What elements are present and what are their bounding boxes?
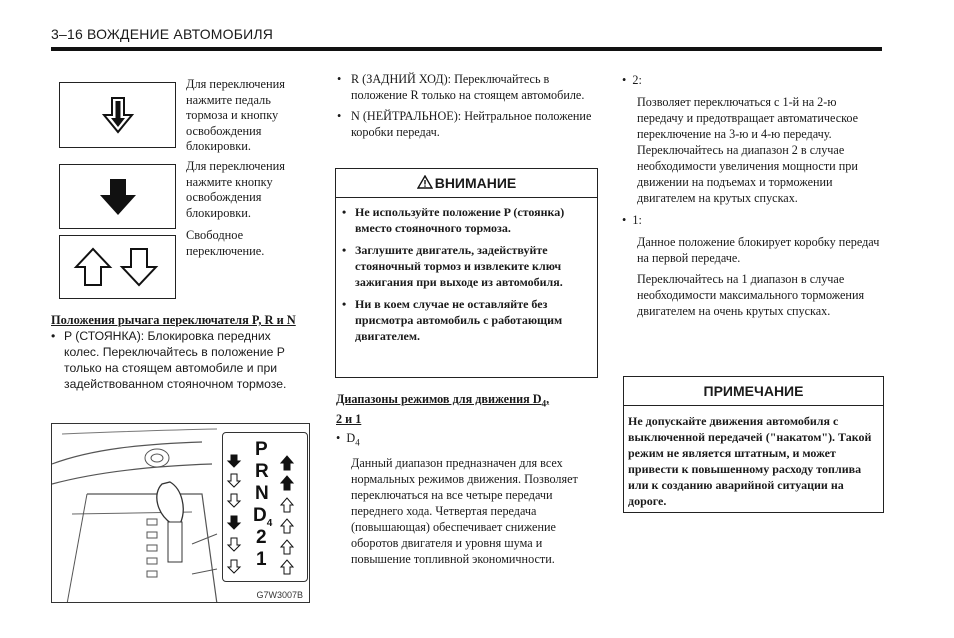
page-header-title: 3–16 ВОЖДЕНИЕ АВТОМОБИЛЯ (51, 26, 274, 42)
gear-p: P (255, 439, 268, 460)
gear-1: 1 (256, 549, 267, 570)
range-1-label: • 1: (622, 213, 642, 227)
legend-text-2: Для переключения нажмите кнопку освобождения блокировки. (186, 159, 285, 220)
positions-section (51, 312, 309, 392)
header-rule (51, 47, 882, 51)
warning-item: • Не используйте положение P (стоянка) вместо стояночного тормоза. (342, 204, 591, 236)
range-1-text-1: Данное положение блокирует коробку передач на первой передаче. (637, 235, 880, 265)
gear-r: R (255, 461, 269, 482)
gear-d: $D_4$ (253, 505, 273, 529)
warning-item: • Заглушите двигатель, задействуйте стояночный тормоз и извлеките ключ зажигания при выходе из автомобиля. (342, 242, 591, 290)
warning-box (335, 168, 598, 378)
range-2-text: Позволяет переключаться с 1-й на 2-ю передачу и предотвращает автоматическое переключение на 3-ю и 4-ю передачу. Переключайтесь на диапазон 2 в случае необходимости увеличения мощности при движении на подъемах и торможении двигателем на крутых спусках. (637, 95, 859, 205)
range-d4-label: • $D_4$ (336, 431, 360, 448)
legend-icon-box-1 (59, 82, 176, 148)
positions-item-p: • P (СТОЯНКА): Блокировка передних колес. Переключайтесь в положение P только на стоящем автомобиле и при задействованном стояночном тормозе. (51, 328, 309, 392)
legend-text-1: Для переключения нажмите педаль тормоза и кнопку освобождения блокировки. (186, 77, 285, 154)
note-text: Не допускайте движения автомобиля с выключенной передачей ("накатом"). Такой режим не является штатным, и может привести к повышенному расходу топлива или к созданию аварийной ситуации на дороге. (628, 414, 872, 508)
legend-text-3: Свободное переключение. (186, 228, 265, 258)
col3-section (622, 72, 884, 319)
note-header: ПРИМЕЧАНИЕ (624, 377, 883, 406)
gear-2: 2 (256, 527, 267, 548)
up-down-outline-arrows-icon (68, 245, 168, 289)
range-d4-text: Данный диапазон предназначен для всех нормальных режимов движения. Позволяет переключаться на все четыре передачи переднего хода. Четвертая передача (повышающая) обеспечивает снижение оборотов двигателя и уровня шума и повышение топливной экономичности. (351, 455, 578, 566)
ranges-section (336, 391, 598, 567)
range-2-label: • 2: (622, 73, 642, 87)
warning-list (336, 198, 597, 344)
gear-indicator-panel (222, 432, 308, 582)
warning-item: • Ни в коем случае не оставляйте без присмотра автомобиль с работающим двигателем. (342, 296, 591, 344)
col2-list (335, 72, 597, 140)
legend-icon-box-2 (59, 164, 176, 229)
ranges-heading: Диапазоны режимов для движения $D_4$, 2 и 1 (336, 392, 550, 427)
positions-heading: Положения рычага переключателя P, R и N (51, 313, 296, 327)
col2-item-r: • R (ЗАДНИЙ ХОД): Переключайтесь в положение R только на стоящем автомобиле. (337, 72, 597, 103)
gear-n: N (255, 483, 269, 504)
illustration-code: G7W3007B (256, 590, 303, 600)
range-1-text-2: Переключайтесь на 1 диапазон в случае необходимости максимального торможения двигателем на очень крутых спусках. (637, 272, 865, 318)
warning-triangle-icon (417, 175, 433, 189)
gear-arrows-icon (223, 433, 307, 581)
legend-icon-box-3 (59, 235, 176, 299)
note-box (623, 376, 884, 513)
warning-title: ВНИМАНИЕ (434, 175, 517, 191)
positions-list (51, 328, 309, 392)
solid-down-arrow-icon (96, 177, 140, 217)
col2-item-n: • N (НЕЙТРАЛЬНОЕ): Нейтральное положение коробки передач. (337, 109, 597, 140)
outline-down-arrow-icon (98, 95, 138, 135)
warning-header (336, 169, 597, 198)
shifter-illustration (51, 423, 310, 603)
